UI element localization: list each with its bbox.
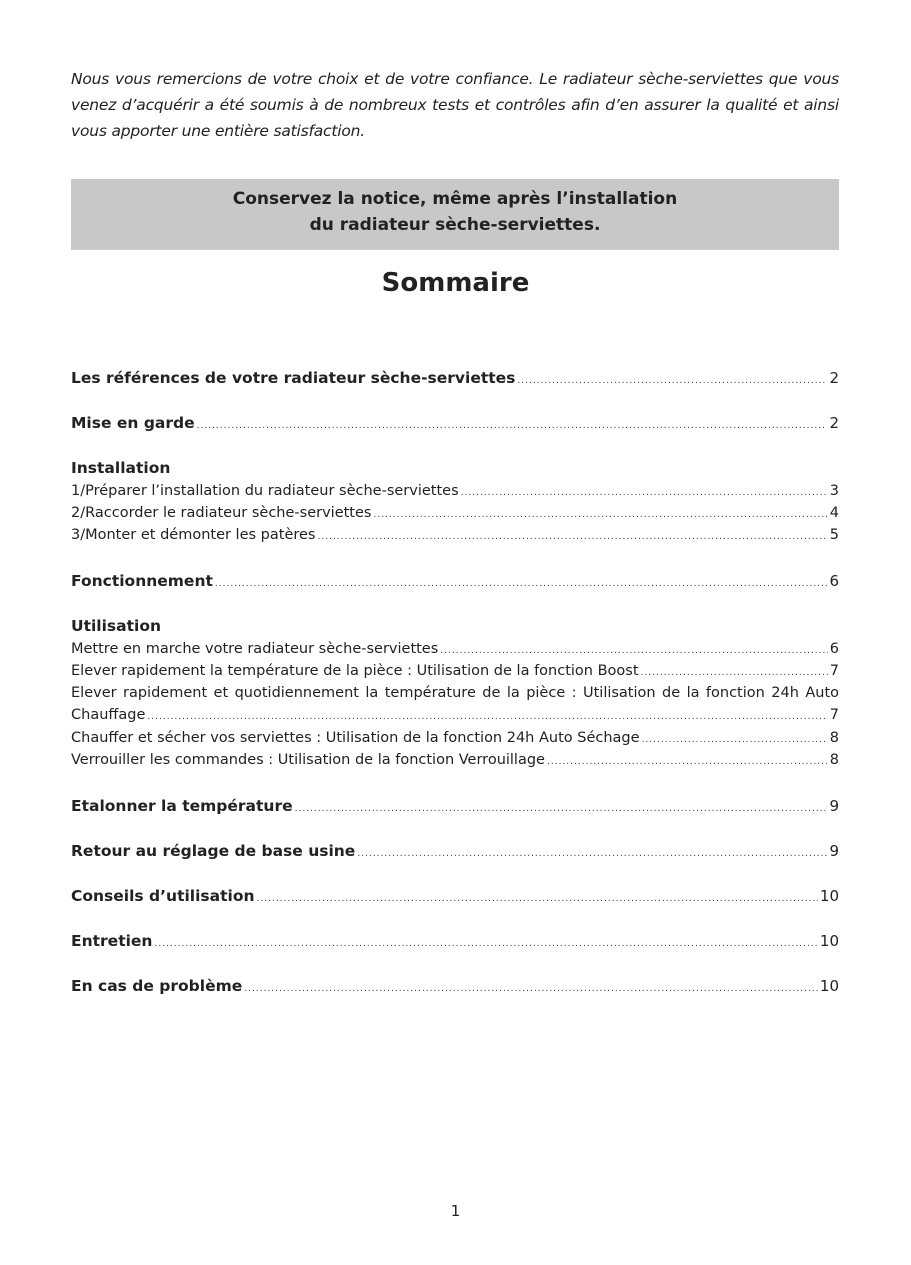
toc-entry-utilisation-2[interactable] [71,660,839,682]
toc-entry-entretien[interactable] [71,930,839,952]
toc-entry-conseils[interactable] [71,885,839,907]
toc-page: 9 [829,842,839,860]
toc-label: Chauffer et sécher vos serviettes : Utilisation de la fonction 24h Auto Séchage [71,730,640,746]
intro-paragraph: Nous vous remercions de votre choix et de votre confiance. Le radiateur sèche-serviettes que vous venez d’acquérir a été soumis à de nombreux tests et contrôles afin d’en assurer la qualité et ainsi vous apporter une entière satisfaction. [71,70,839,140]
toc-heading-installation: Installation [71,459,171,477]
toc-label: Chauffage [71,707,146,723]
toc-label: Retour au réglage de base usine [71,842,356,860]
toc-entry-installation-3[interactable] [71,524,839,546]
toc-page: 10 [819,932,839,950]
toc-entry-retour[interactable] [71,840,839,862]
toc-label: Fonctionnement [71,572,213,590]
page-number: 1 [450,1202,461,1220]
toc-entry-installation-1[interactable] [71,480,839,502]
toc-leader [642,729,828,751]
toc-entry-utilisation-4[interactable] [71,727,839,749]
toc-page: 2 [829,369,839,387]
toc-label: 1/Préparer l’installation du radiateur sèche-serviettes [71,483,459,499]
toc-entry-utilisation-3[interactable] [71,704,839,726]
toc-entry-utilisation-3-line1[interactable]: Elever rapidement et quotidiennement la température de la pièce : Utilisation de la fonction 24h Auto [71,685,839,701]
toc-page: 10 [819,887,839,905]
toc-page: 6 [829,572,839,590]
toc-leader [440,640,827,662]
page-title: Sommaire [381,268,530,298]
toc-label: Les références de votre radiateur sèche-serviettes [71,369,516,387]
toc-label: Conseils d’utilisation [71,887,255,905]
toc-page: 8 [829,752,839,768]
toc-label: 2/Raccorder le radiateur sèche-serviettes [71,505,372,521]
notice-line-2: du radiateur sèche-serviettes. [309,215,601,235]
toc-leader [461,482,828,504]
toc-page: 5 [829,527,839,543]
toc-page: 9 [829,797,839,815]
toc-leader [197,415,828,437]
toc-page: 7 [829,663,839,679]
toc-entry-probleme[interactable] [71,975,839,997]
toc-entry-installation-2[interactable] [71,502,839,524]
toc-leader [147,706,827,728]
toc-leader [517,370,827,392]
toc-entry-references[interactable] [71,367,839,389]
toc-page: 6 [829,641,839,657]
toc-leader [373,504,827,526]
toc-label: Mise en garde [71,414,195,432]
toc-leader [244,978,818,1000]
toc-label: Verrouiller les commandes : Utilisation de la fonction Verrouillage [71,752,545,768]
toc-label: Entretien [71,932,153,950]
toc-page: 7 [829,707,839,723]
toc-page: 8 [829,730,839,746]
toc-leader [318,526,828,548]
toc-page: 2 [829,414,839,432]
toc-leader [357,843,827,865]
toc-leader [215,573,828,595]
toc-page: 10 [819,977,839,995]
toc-leader [257,888,818,910]
toc-label: Etalonner la température [71,797,293,815]
toc-leader [547,751,828,773]
toc-label: 3/Monter et démonter les patères [71,527,316,543]
toc-label: En cas de problème [71,977,243,995]
notice-banner [71,179,839,250]
toc-leader [641,662,828,684]
toc-heading-utilisation: Utilisation [71,617,162,635]
toc-entry-fonctionnement[interactable] [71,570,839,592]
toc-leader [154,933,817,955]
toc-label: Mettre en marche votre radiateur sèche-serviettes [71,641,439,657]
toc-entry-utilisation-1[interactable] [71,638,839,660]
toc-leader [295,798,828,820]
toc-entry-mise-en-garde[interactable] [71,412,839,434]
toc-entry-etalonner[interactable] [71,795,839,817]
toc-entry-utilisation-5[interactable] [71,749,839,771]
toc-label: Elever rapidement la température de la pièce : Utilisation de la fonction Boost [71,663,639,679]
toc-page: 4 [829,505,839,521]
toc-page: 3 [829,483,839,499]
notice-line-1: Conservez la notice, même après l’installation [232,189,678,209]
